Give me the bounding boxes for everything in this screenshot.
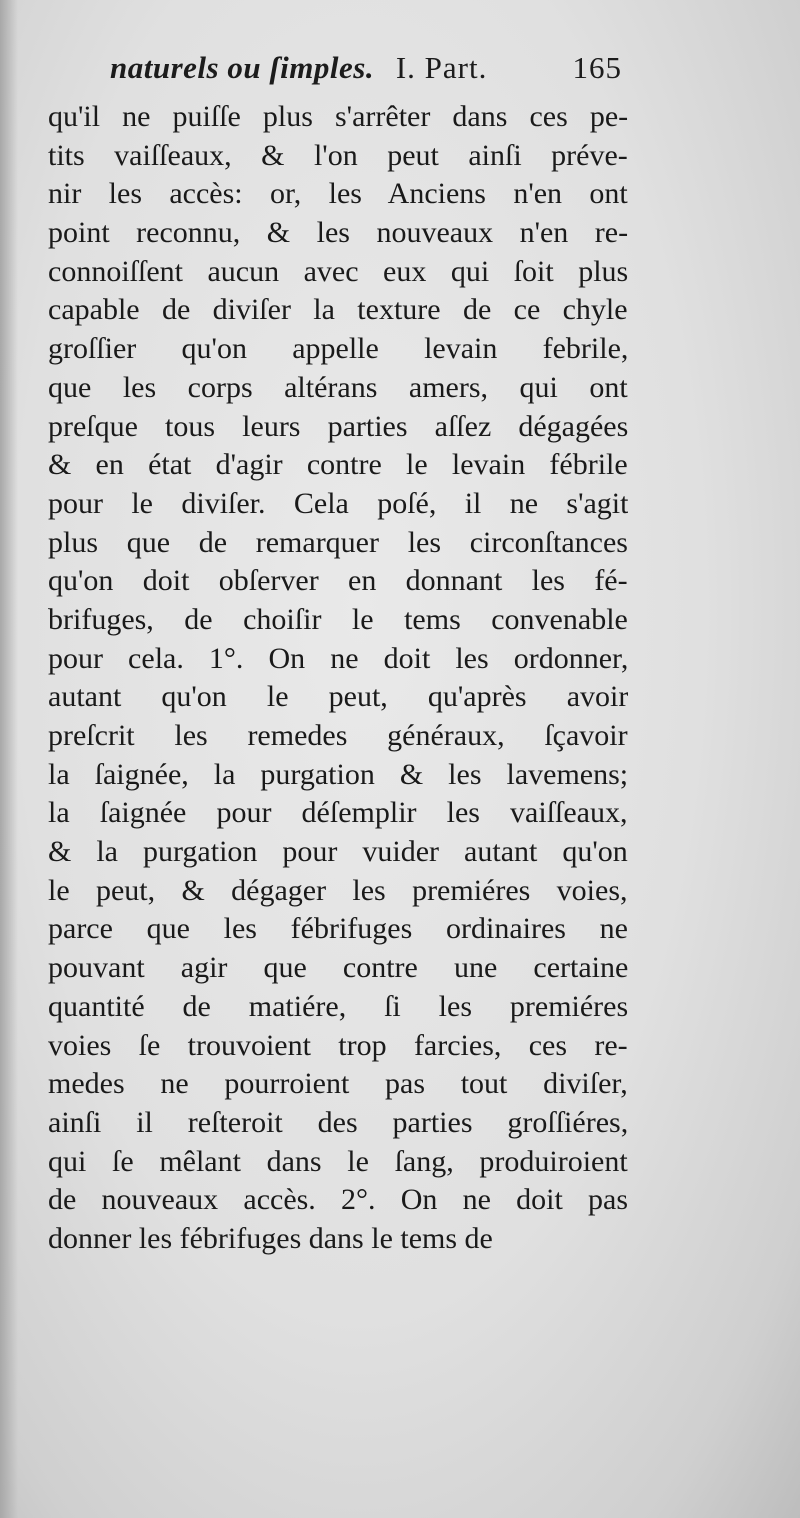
text-line: la ſaignée, la purgation & les lavemens; [48, 757, 628, 791]
text-line: qu'on doit obſerver en donnant les fé- [48, 564, 628, 598]
text-line: pouvant agir que contre une certaine [48, 951, 628, 985]
text-line: pour le diviſer. Cela poſé, il ne s'agit [48, 486, 628, 520]
text-line: donner les fébrifuges dans le tems de [48, 1221, 493, 1255]
text-line: qui ſe mêlant dans le ſang, produiroient [48, 1144, 628, 1178]
text-line: capable de diviſer la texture de ce chyle [48, 293, 628, 327]
text-line: qu'il ne puiſſe plus s'arrêter dans ces pe- [48, 100, 628, 133]
body-text [48, 98, 628, 1259]
text-line: groſſier qu'on appelle levain febrile, [48, 332, 628, 366]
part-label: I. Part. [395, 50, 488, 85]
text-line: nir les accès: or, les Anciens n'en ont [48, 177, 628, 211]
page-edge-shadow [0, 0, 18, 1518]
text-line: ainſi il reſteroit des parties groſſiéres, [48, 1105, 628, 1139]
text-line: le peut, & dégager les premiéres voies, [48, 873, 628, 907]
text-line: que les corps altérans amers, qui ont [48, 370, 628, 404]
text-line: & en état d'agir contre le levain fébrile [48, 448, 628, 482]
text-line: plus que de remarquer les circonſtances [48, 525, 628, 559]
text-line: voies ſe trouvoient trop farcies, ces re- [48, 1028, 628, 1062]
text-line: brifuges, de choiſir le tems convenable [48, 602, 628, 636]
text-line: la ſaignée pour déſemplir les vaiſſeaux, [48, 796, 628, 830]
text-line: de nouveaux accès. 2°. On ne doit pas [48, 1183, 628, 1217]
text-line: connoiſſent aucun avec eux qui ſoit plus [48, 254, 628, 288]
text-line: tits vaiſſeaux, & l'on peut ainſi préve- [48, 138, 628, 172]
text-line: medes ne pourroient pas tout diviſer, [48, 1067, 628, 1101]
text-line: preſcrit les remedes généraux, ſçavoir [48, 719, 628, 752]
text-line: & la purgation pour vuider autant qu'on [48, 835, 628, 869]
text-line: preſque tous leurs parties aſſez dégagées [48, 409, 628, 443]
text-line: point reconnu, & les nouveaux n'en re- [48, 216, 628, 250]
text-line: autant qu'on le peut, qu'après avoir [48, 680, 628, 714]
running-header [110, 50, 630, 94]
text-line: quantité de matiére, ſi les premiéres [48, 989, 628, 1023]
running-title: naturels ou ſimples. [110, 50, 375, 85]
text-line: parce que les fébrifuges ordinaires ne [48, 912, 628, 946]
text-line: pour cela. 1°. On ne doit les ordonner, [48, 641, 628, 675]
page-number: 165 [572, 50, 622, 85]
